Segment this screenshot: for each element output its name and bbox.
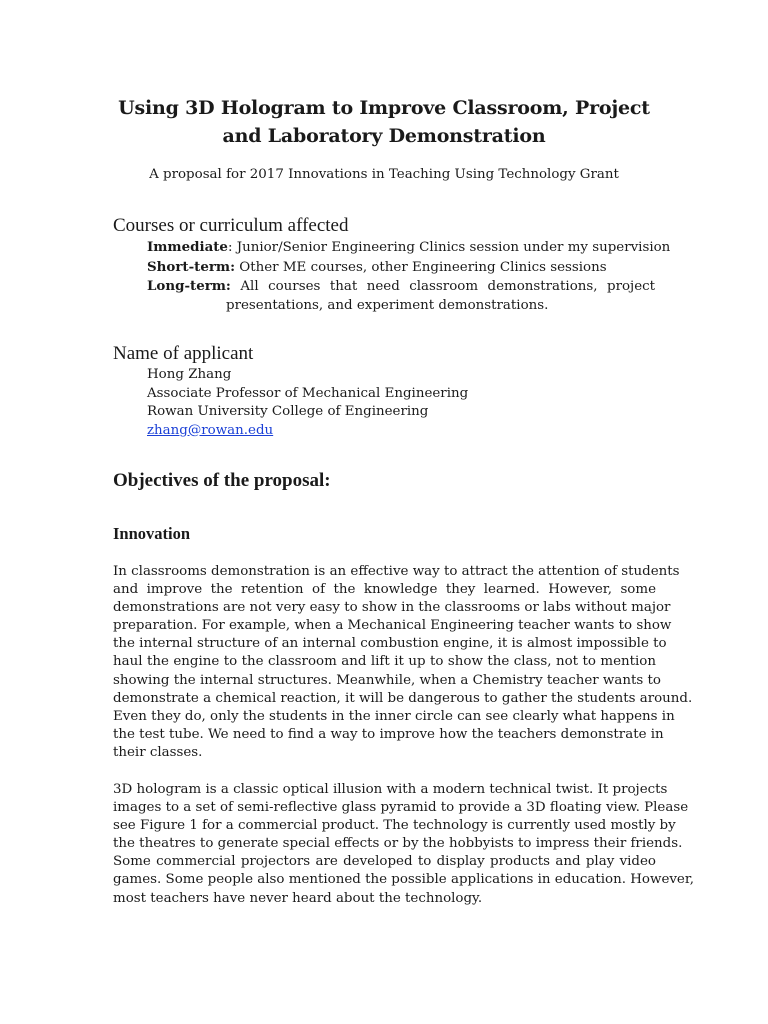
paragraph-line: showing the internal structures. Meanwhile, when a Chemistry teacher wants to	[113, 672, 661, 688]
paragraph-line: the theatres to generate special effects or by the hobbyists to impress their friends.	[113, 836, 683, 852]
course-immediate	[147, 238, 671, 258]
applicant-info	[147, 366, 655, 440]
long-term-text-line2: presentations, and experiment demonstrations.	[226, 297, 549, 313]
courses-list	[147, 238, 671, 315]
paragraph-line: and improve the retention of the knowledge they learned. However, some	[113, 582, 656, 598]
paragraph-line: Some commercial projectors are developed to display products and play video	[113, 854, 656, 870]
paragraph-line: the internal structure of an internal combustion engine, it is almost impossible to	[113, 636, 667, 652]
course-short-term	[147, 258, 655, 278]
paragraph-line: Even they do, only the students in the inner circle can see clearly what happens in	[113, 708, 675, 724]
courses-heading: Courses or curriculum affected	[113, 215, 349, 236]
paragraph-line: haul the engine to the classroom and lift it up to show the class, not to mention	[113, 654, 656, 670]
applicant-name: Hong Zhang	[147, 367, 232, 382]
paragraph-line: demonstrate a chemical reaction, it will be dangerous to gather the students around.	[113, 690, 693, 706]
paragraph-line: preparation. For example, when a Mechanical Engineering teacher wants to show	[113, 618, 672, 634]
innovation-paragraph-1	[113, 563, 693, 762]
paragraph-line: demonstrations are not very easy to show in the classrooms or labs without major	[113, 600, 671, 616]
title-line-2: and Laboratory Demonstration	[222, 125, 546, 147]
innovation-heading: Innovation	[113, 524, 191, 543]
course-long-term	[147, 277, 655, 297]
paragraph-line: 3D hologram is a classic optical illusion with a modern technical twist. It projects	[113, 782, 668, 797]
document-subtitle: A proposal for 2017 Innovations in Teaching Using Technology Grant	[149, 167, 619, 182]
applicant-institution: Rowan University College of Engineering	[147, 404, 429, 419]
objectives-heading: Objectives of the proposal:	[113, 470, 331, 491]
short-term-label: Short-term:	[147, 258, 236, 275]
paragraph-line: their classes.	[113, 744, 203, 760]
innovation-paragraph-2	[113, 781, 695, 908]
paragraph-line: see Figure 1 for a commercial product. The technology is currently used mostly by	[113, 818, 676, 834]
paragraph-line: games. Some people also mentioned the possible applications in education. However,	[113, 872, 695, 888]
short-term-text: Other ME courses, other Engineering Clinics sessions	[235, 259, 607, 275]
applicant-position: Associate Professor of Mechanical Engineering	[147, 385, 469, 401]
long-term-label: Long-term:	[147, 278, 231, 294]
paragraph-line: images to a set of semi-reflective glass pyramid to provide a 3D floating view. Please	[113, 800, 689, 816]
paragraph-line: the test tube. We need to find a way to improve how the teachers demonstrate in	[113, 726, 664, 742]
immediate-text: : Junior/Senior Engineering Clinics session under my supervision	[227, 240, 671, 255]
document-title	[60, 94, 708, 150]
title-line-1: Using 3D Hologram to Improve Classroom, Project	[118, 97, 650, 119]
immediate-label: Immediate	[147, 239, 228, 255]
paragraph-line: most teachers have never heard about the technology.	[113, 890, 483, 906]
long-term-text-line1: All courses that need classroom demonstrations, project	[230, 279, 655, 294]
applicant-heading: Name of applicant	[113, 343, 254, 364]
applicant-email-link[interactable]: zhang@rowan.edu	[147, 422, 274, 438]
paragraph-line: In classrooms demonstration is an effective way to attract the attention of students	[113, 564, 680, 579]
